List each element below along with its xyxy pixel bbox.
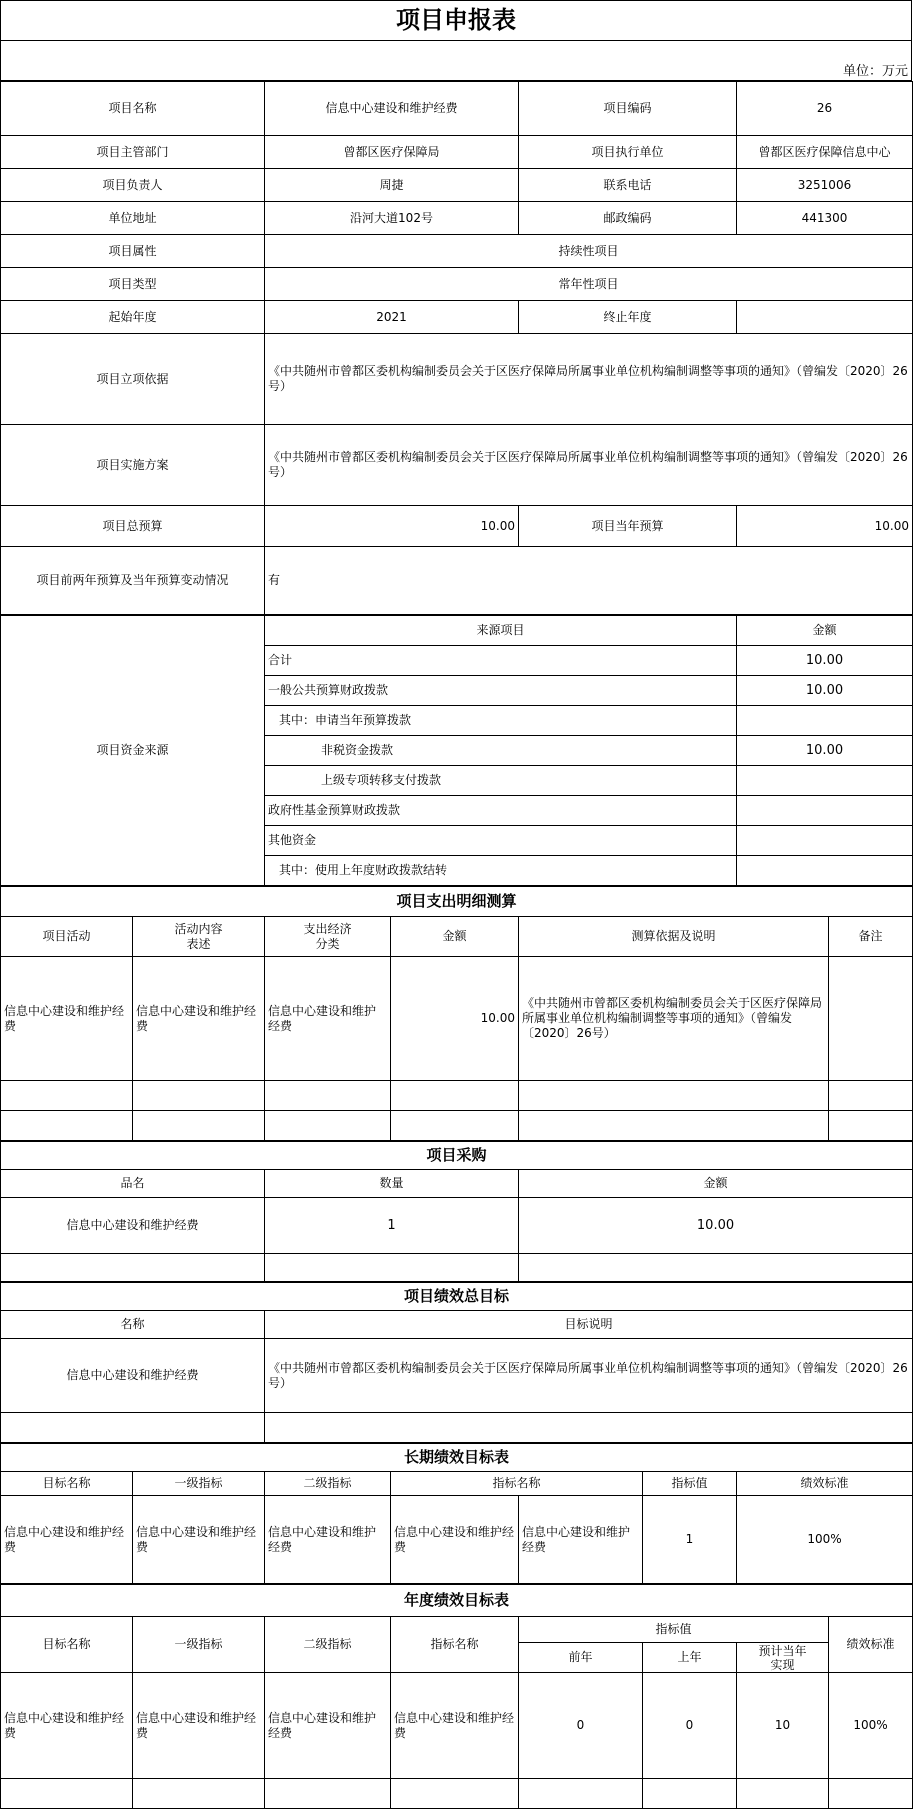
goal-section-title: 项目绩效总目标: [1, 1283, 913, 1311]
funding-label: 项目资金来源: [1, 616, 265, 886]
phone-value: 3251006: [737, 169, 913, 202]
basis-label: 项目立项依据: [1, 334, 265, 425]
basis-value: 《中共随州市曾都区委机构编制委员会关于区医疗保障局所属事业单位机构编制调整等事项的通知》（曾编发〔2020〕26号）: [265, 334, 913, 425]
expense-table: [0, 886, 913, 1141]
purchase-header: 数量: [265, 1170, 519, 1198]
longterm-level2: 信息中心建设和维护经费: [265, 1496, 391, 1584]
annual-header: 一级指标: [133, 1617, 265, 1673]
form-header: [0, 0, 912, 81]
year-budget-value: 10.00: [737, 506, 913, 547]
funding-row-amount: [737, 856, 913, 886]
leader-value: 周捷: [265, 169, 519, 202]
annual-header: 指标值: [519, 1617, 829, 1643]
funding-row-name: 一般公共预算财政拨款: [265, 676, 737, 706]
form-title: 项目申报表: [1, 1, 912, 41]
purchase-header: 品名: [1, 1170, 265, 1198]
purchase-item-name: 信息中心建设和维护经费: [1, 1198, 265, 1254]
project-code-label: 项目编码: [519, 82, 737, 136]
project-name-label: 项目名称: [1, 82, 265, 136]
annual-header: 指标名称: [391, 1617, 519, 1673]
longterm-standard: 100%: [737, 1496, 913, 1584]
expense-header: 测算依据及说明: [519, 917, 829, 957]
funding-row-amount: 10.00: [737, 736, 913, 766]
longterm-value: 1: [643, 1496, 737, 1584]
annual-level2: 信息中心建设和维护经费: [265, 1673, 391, 1779]
plan-label: 项目实施方案: [1, 425, 265, 506]
longterm-table: [0, 1443, 913, 1584]
expense-amount: 10.00: [391, 957, 519, 1081]
phone-label: 联系电话: [519, 169, 737, 202]
funding-amount-header: 金额: [737, 616, 913, 646]
annual-header: 目标名称: [1, 1617, 133, 1673]
goal-table: [0, 1282, 913, 1443]
annual-prev1: 0: [643, 1673, 737, 1779]
longterm-section-title: 长期绩效目标表: [1, 1444, 913, 1472]
expense-header: 备注: [829, 917, 913, 957]
type-value: 常年性项目: [265, 268, 913, 301]
longterm-header: 一级指标: [133, 1472, 265, 1496]
longterm-header: 目标名称: [1, 1472, 133, 1496]
funding-row-amount: 10.00: [737, 646, 913, 676]
annual-section-title: 年度绩效目标表: [1, 1585, 913, 1617]
annual-subheader: 预计当年 实现: [737, 1643, 829, 1673]
funding-row-name: 上级专项转移支付拨款: [265, 766, 737, 796]
exec-unit-value: 曾都区医疗保障信息中心: [737, 136, 913, 169]
funding-row-name: 合计: [265, 646, 737, 676]
year-budget-label: 项目当年预算: [519, 506, 737, 547]
purchase-section-title: 项目采购: [1, 1142, 913, 1170]
project-name-value: 信息中心建设和维护经费: [265, 82, 519, 136]
expense-header: 项目活动: [1, 917, 133, 957]
expense-content: 信息中心建设和维护经费: [133, 957, 265, 1081]
purchase-table: [0, 1141, 913, 1282]
funding-row-name: 非税资金拨款: [265, 736, 737, 766]
annual-indicator: 信息中心建设和维护经费: [391, 1673, 519, 1779]
funding-row-name: 政府性基金预算财政拨款: [265, 796, 737, 826]
expense-header: 支出经济 分类: [265, 917, 391, 957]
annual-goal: 信息中心建设和维护经费: [1, 1673, 133, 1779]
expense-basis: 《中共随州市曾都区委机构编制委员会关于区医疗保障局所属事业单位机构编制调整等事项的通知》（曾编发〔2020〕26号）: [519, 957, 829, 1081]
annual-level1: 信息中心建设和维护经费: [133, 1673, 265, 1779]
annual-subheader: 上年: [643, 1643, 737, 1673]
longterm-header: 指标值: [643, 1472, 737, 1496]
annual-header: 绩效标准: [829, 1617, 913, 1673]
funding-row-name: 其中：申请当年预算拨款: [265, 706, 737, 736]
funding-row-amount: [737, 826, 913, 856]
annual-prev2: 0: [519, 1673, 643, 1779]
longterm-indicator-b: 信息中心建设和维护经费: [519, 1496, 643, 1584]
start-year-label: 起始年度: [1, 301, 265, 334]
basic-info-table: [0, 81, 913, 615]
expense-activity: 信息中心建设和维护经费: [1, 957, 133, 1081]
dept-value: 曾都区医疗保障局: [265, 136, 519, 169]
funding-row-amount: [737, 796, 913, 826]
annual-subheader: 前年: [519, 1643, 643, 1673]
funding-row-name: 其中：使用上年度财政拨款结转: [265, 856, 737, 886]
expense-note: [829, 957, 913, 1081]
unit-label: 单位：万元: [1, 63, 912, 81]
budget-change-label: 项目前两年预算及当年预算变动情况: [1, 547, 265, 615]
expense-header: 金额: [391, 917, 519, 957]
leader-label: 项目负责人: [1, 169, 265, 202]
attribute-label: 项目属性: [1, 235, 265, 268]
budget-change-value: 有: [265, 547, 913, 615]
goal-name: 信息中心建设和维护经费: [1, 1339, 265, 1413]
zip-label: 邮政编码: [519, 202, 737, 235]
type-label: 项目类型: [1, 268, 265, 301]
longterm-header: 二级指标: [265, 1472, 391, 1496]
longterm-level1: 信息中心建设和维护经费: [133, 1496, 265, 1584]
attribute-value: 持续性项目: [265, 235, 913, 268]
address-label: 单位地址: [1, 202, 265, 235]
dept-label: 项目主管部门: [1, 136, 265, 169]
project-code-value: 26: [737, 82, 913, 136]
end-year-value: [737, 301, 913, 334]
funding-row-name: 其他资金: [265, 826, 737, 856]
longterm-goal: 信息中心建设和维护经费: [1, 1496, 133, 1584]
goal-header: 目标说明: [265, 1311, 913, 1339]
end-year-label: 终止年度: [519, 301, 737, 334]
funding-source-header: 来源项目: [265, 616, 737, 646]
exec-unit-label: 项目执行单位: [519, 136, 737, 169]
funding-table: [0, 615, 913, 886]
annual-standard: 100%: [829, 1673, 913, 1779]
funding-row-amount: [737, 706, 913, 736]
funding-row-amount: 10.00: [737, 676, 913, 706]
purchase-qty: 1: [265, 1198, 519, 1254]
funding-row-amount: [737, 766, 913, 796]
zip-value: 441300: [737, 202, 913, 235]
start-year-value: 2021: [265, 301, 519, 334]
longterm-header: 绩效标准: [737, 1472, 913, 1496]
annual-current: 10: [737, 1673, 829, 1779]
total-budget-label: 项目总预算: [1, 506, 265, 547]
address-value: 沿河大道102号: [265, 202, 519, 235]
annual-header: 二级指标: [265, 1617, 391, 1673]
plan-value: 《中共随州市曾都区委机构编制委员会关于区医疗保障局所属事业单位机构编制调整等事项的通知》（曾编发〔2020〕26号）: [265, 425, 913, 506]
goal-description: 《中共随州市曾都区委机构编制委员会关于区医疗保障局所属事业单位机构编制调整等事项的通知》（曾编发〔2020〕26号）: [265, 1339, 913, 1413]
purchase-amount: 10.00: [519, 1198, 913, 1254]
goal-header: 名称: [1, 1311, 265, 1339]
expense-header: 活动内容 表述: [133, 917, 265, 957]
annual-table: [0, 1584, 913, 1809]
longterm-header: 指标名称: [391, 1472, 643, 1496]
expense-section-title: 项目支出明细测算: [1, 887, 913, 917]
longterm-indicator-a: 信息中心建设和维护经费: [391, 1496, 519, 1584]
total-budget-value: 10.00: [265, 506, 519, 547]
purchase-header: 金额: [519, 1170, 913, 1198]
expense-category: 信息中心建设和维护经费: [265, 957, 391, 1081]
